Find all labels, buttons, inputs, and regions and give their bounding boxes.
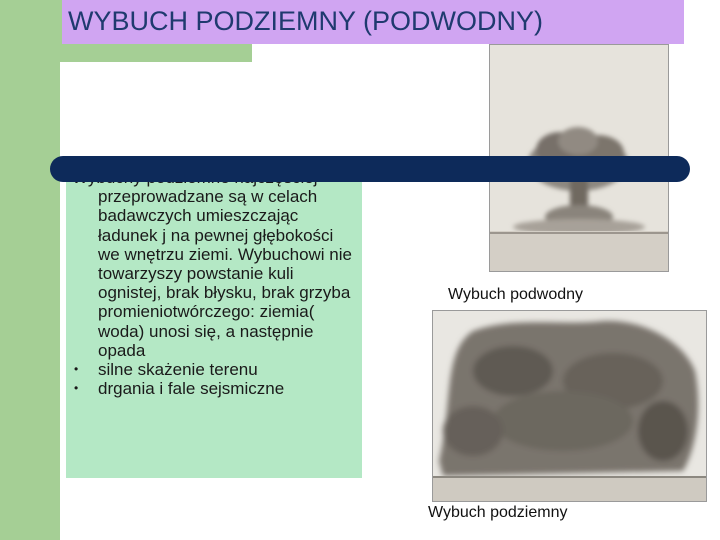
list-item: przeprowadzane są w celach badawczych umieszczając ładunek j na pewnej głębokości we wnętrzu ziemi. Wybuchowi nie towarzyszy powstanie kuli ognistej, brak błysku, brak grzyba promieniotwórczego: ziemia( woda) unosi się, a następnie opada	[98, 187, 352, 360]
underwater-caption: Wybuch podwodny	[448, 286, 584, 303]
underground-explosion-photo	[432, 310, 707, 502]
list-item: • drgania i fale sejsmiczne	[66, 379, 362, 398]
left-green-bar	[0, 0, 60, 540]
divider-bar	[50, 156, 690, 182]
underground-caption: Wybuch podziemny	[428, 504, 568, 521]
slide-title: WYBUCH PODZIEMNY (PODWODNY)	[68, 6, 544, 36]
list-item: • silne skażenie terenu	[66, 360, 362, 379]
content-text-box	[66, 178, 362, 478]
content-list	[66, 168, 362, 398]
corner-curve	[60, 62, 120, 122]
